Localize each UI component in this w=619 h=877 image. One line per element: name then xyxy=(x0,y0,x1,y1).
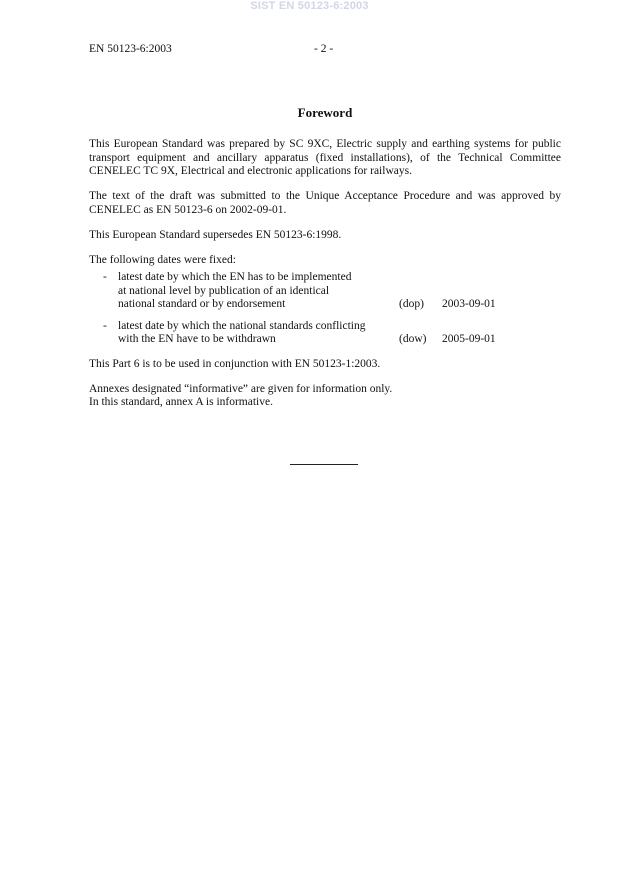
paragraph-approval: The text of the draft was submitted to the Unique Acceptance Procedure and was approved by CENELEC as EN 50123-6 on 2002-09-01. xyxy=(89,190,561,216)
date-description-line: latest date by which the EN has to be implemented xyxy=(118,271,352,283)
list-bullet: - xyxy=(103,271,107,283)
paragraph-supersedes: This European Standard supersedes EN 50123-6:1998. xyxy=(89,228,342,241)
date-abbreviation: (dop) xyxy=(399,298,424,310)
date-description xyxy=(118,271,399,312)
list-bullet: - xyxy=(103,319,107,332)
foreword-body xyxy=(89,138,561,421)
annexes-line: Annexes designated “informative” are given for information only. xyxy=(89,382,393,395)
date-abbreviation: (dow) xyxy=(399,333,427,345)
date-description-line: at national level by publication of an identical xyxy=(118,284,330,297)
paragraph-annexes xyxy=(89,383,561,410)
page-title: Foreword xyxy=(297,105,353,120)
date-description-line: national standard or by endorsement xyxy=(118,298,286,310)
date-value: 2003-09-01 xyxy=(442,298,496,310)
annexes-line: In this standard, annex A is informative. xyxy=(89,396,273,408)
date-description-line: with the EN have to be withdrawn xyxy=(118,333,276,345)
paragraph-part-usage: This Part 6 is to be used in conjunction with EN 50123-1:2003. xyxy=(89,357,381,370)
watermark: SIST EN 50123-6:2003 xyxy=(250,0,369,12)
paragraph-prepared-by: This European Standard was prepared by SC 9XC, Electric supply and earthing systems for public transport equipment and ancillary apparatus (fixed installations), of the Technical Committee CENELEC TC 9X, Electrical and electronic applications for railways. xyxy=(89,138,561,177)
date-item-dop xyxy=(89,271,561,312)
header-page-number: - 2 - xyxy=(314,43,334,55)
dates-list xyxy=(89,271,561,347)
header-doc-id: EN 50123-6:2003 xyxy=(89,43,172,55)
date-item-dow xyxy=(89,320,561,347)
date-description xyxy=(118,320,399,347)
end-rule xyxy=(290,464,358,465)
paragraph-dates-intro: The following dates were fixed: xyxy=(89,253,236,266)
date-value: 2005-09-01 xyxy=(442,333,496,345)
date-description-line: latest date by which the national standards conflicting xyxy=(118,319,366,332)
